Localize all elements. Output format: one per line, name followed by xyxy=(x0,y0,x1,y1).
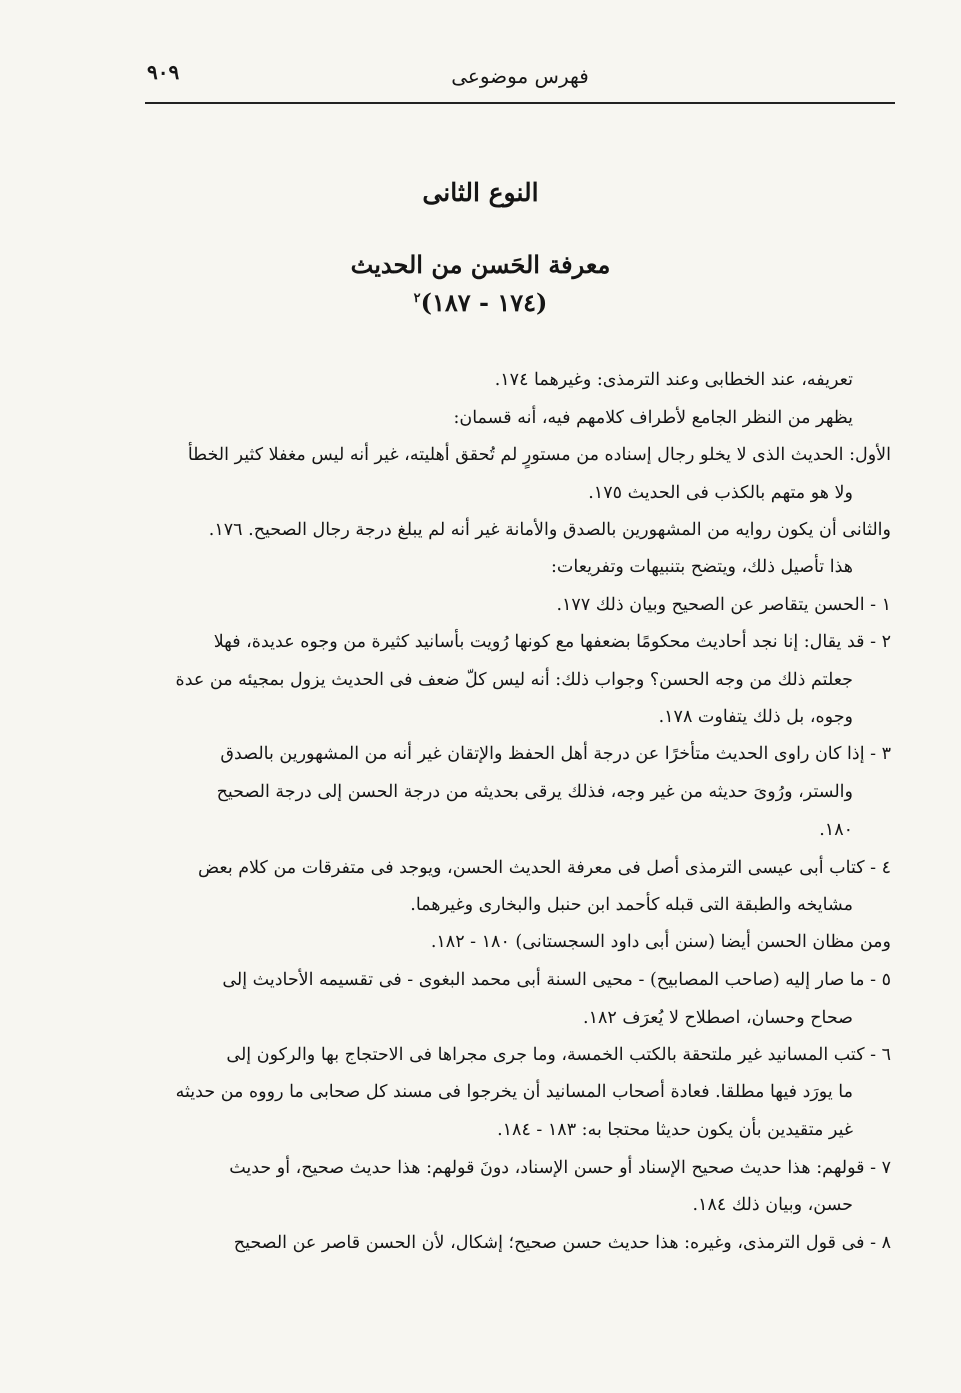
text-line: حسن، وبيان ذلك ١٨٤. xyxy=(692,1195,853,1215)
section-title: النوع الثانى xyxy=(422,178,539,207)
list-item: ١ - الحسن يتقاصر عن الصحيح وبيان ذلك ١٧٧. xyxy=(556,595,891,615)
range-footnote-mark: ٢ xyxy=(413,291,421,306)
page-number: ٩٠٩ xyxy=(147,60,180,84)
text-line: ومن مظان الحسن أيضا (سنن أبى داود السجستانى) ١٨٠ - ١٨٢. xyxy=(430,932,891,952)
list-item: ٢ - قد يقال: إنا نجد أحاديث محكومًا بضعفها مع كونها رُويت بأسانيد كثيرة من وجوه عديدة، فهلا xyxy=(213,632,891,652)
text-line: ولا هو متهم بالكذب فى الحديث ١٧٥. xyxy=(588,483,853,503)
list-item: ٣ - إذا كان راوى الحديث متأخرًا عن درجة أهل الحفظ والإتقان غير أنه من المشهورين بالصدق xyxy=(220,744,891,764)
list-item: ٤ - كتاب أبى عيسى الترمذى أصل فى معرفة الحديث الحسن، ويوجد فى متفرقات من كلام بعض xyxy=(197,858,891,878)
list-item: ٥ - ما صار إليه (صاحب المصابيح) - محيى السنة أبى محمد البغوى - فى تقسيمه الأحاديث إلى xyxy=(222,970,891,990)
text-line: والثانى أن يكون روايه من المشهورين بالصدق والأمانة غير أنه لم يبلغ درجة رجال الصحيح. ١٧٦. xyxy=(208,520,891,540)
header-title: فهرس موضوعى xyxy=(451,64,589,88)
text-line: والستر، ورُوىَ حديثه من غير وجه، فذلك يرقى بحديثه من درجة الحسن إلى درجة الصحيح xyxy=(216,782,853,802)
text-line: ١٨٠. xyxy=(819,820,853,840)
text-line: جعلتم ذلك من وجه الحسن؟ وجواب ذلك: أنه ليس كلّ ضعف فى الحديث يزول بمجيئه من عدة xyxy=(175,670,853,690)
text-line: مشايخه والطبقة التى قبله كأحمد ابن حنبل والبخارى وغيرهما. xyxy=(410,895,853,915)
text-line: غير متقيدين بأن يكون حديثا محتجا به: ١٨٣ - ١٨٤. xyxy=(497,1120,853,1140)
text-line: يظهر من النظر الجامع لأطراف كلامهم فيه، أنه قسمان: xyxy=(453,408,853,428)
section-subtitle: معرفة الحَسن من الحديث xyxy=(350,250,611,279)
range-text: (١٧٤ - ١٨٧) xyxy=(420,288,548,317)
text-line: تعريفه، عند الخطابى وعند الترمذى: وغيرهما ١٧٤. xyxy=(494,370,853,390)
text-line: صحاح وحسان، اصطلاح لا يُعرَف ١٨٢. xyxy=(583,1008,853,1028)
list-item: ٦ - كتب المسانيد غير ملتحقة بالكتب الخمسة، وما جرى مجراها فى الاحتجاج بها والركون إلى xyxy=(226,1045,891,1065)
text-line: هذا تأصيل ذلك، ويتضح بتنبيهات وتفريعات: xyxy=(551,557,853,577)
text-line: ما يورَد فيها مطلقا. فعادة أصحاب المسانيد أن يخرجوا فى مسند كل صحابى ما رووه من حديثه xyxy=(175,1082,853,1102)
section-page-range xyxy=(0,288,961,317)
running-header xyxy=(145,56,895,104)
list-item: ٧ - قولهم: هذا حديث صحيح الإسناد أو حسن الإسناد، دونَ قولهم: هذا حديث صحيح، أو حديث xyxy=(229,1158,891,1178)
list-item: ٨ - فى قول الترمذى، وغيره: هذا حديث حسن صحيح؛ إشكال، لأن الحسن قاصر عن الصحيح xyxy=(233,1233,891,1253)
text-line: وجوه، بل ذلك يتفاوت ١٧٨. xyxy=(658,707,853,727)
text-line: الأول: الحديث الذى لا يخلو رجال إسناده من مستورٍ لم تُحقق أهليته، غير أنه ليس مغفلا كثير الخطأ xyxy=(187,445,891,465)
